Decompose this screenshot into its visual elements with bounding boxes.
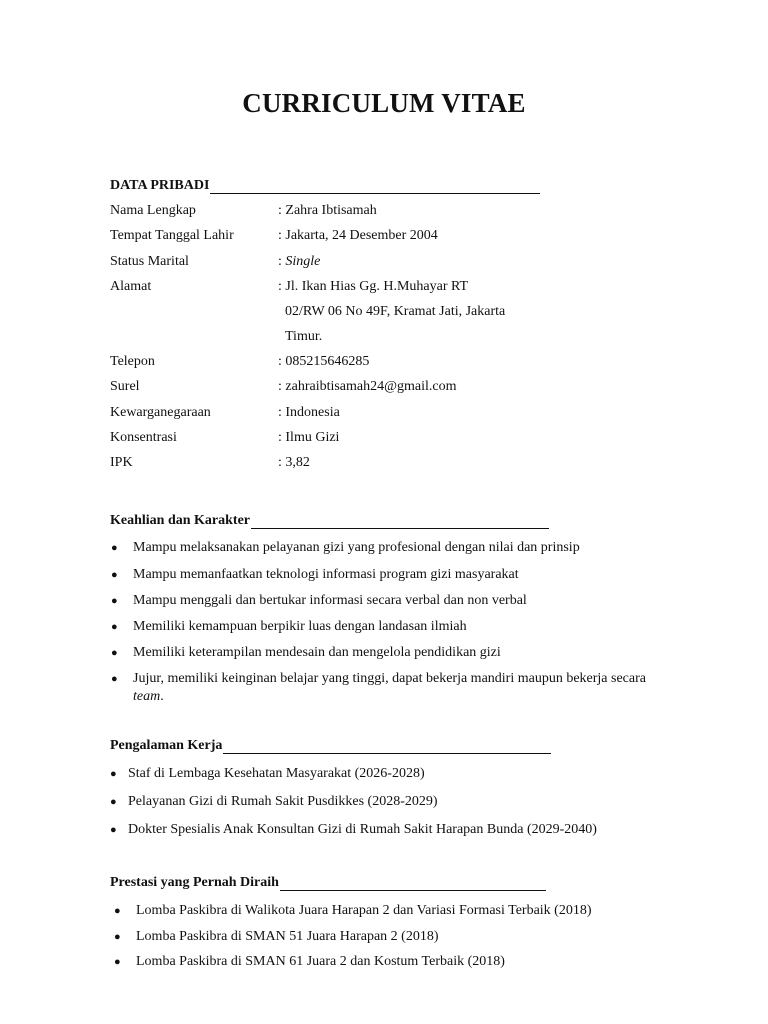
list-item-text: Memiliki kemampuan berpikir luas dengan landasan ilmiah [133,619,467,634]
heading-underline [280,876,546,891]
bullet-icon: ● [111,673,118,685]
bullet-icon: ● [110,768,117,780]
bullet-icon: ● [111,595,118,607]
alamat-continuation-1: 02/RW 06 No 49F, Kramat Jati, Jakarta [285,304,506,319]
bullet-icon: ● [114,956,121,968]
field-label: Nama Lengkap [110,203,196,218]
field-value: : Indonesia [278,405,340,420]
bullet-icon: ● [114,931,121,943]
section-heading-pengalaman [110,738,551,754]
field-label: IPK [110,455,133,470]
heading-underline [223,739,551,754]
list-item-text: Jujur, memiliki keinginan belajar yang tinggi, dapat bekerja mandiri maupun bekerja secara [133,671,646,686]
list-item-text: team [133,689,161,704]
section-heading-keahlian [110,513,549,529]
list-item-text: Mampu memanfaatkan teknologi informasi program gizi masyarakat [133,567,519,582]
field-label: Kewarganegaraan [110,405,211,420]
field-value: : Ilmu Gizi [278,430,340,445]
list-item [114,903,592,919]
field-nama-lengkap [110,203,377,219]
field-value: Single [285,254,321,269]
field-label: Alamat [110,279,152,294]
list-item-text: Lomba Paskibra di Walikota Juara Harapan 2 dan Variasi Formasi Terbaik (2018) [136,903,592,918]
field-telepon [110,354,369,370]
field-value: : 085215646285 [278,354,370,369]
field-value: : Zahra Ibtisamah [278,203,377,218]
list-item [111,671,646,687]
list-item-text: Mampu melaksanakan pelayanan gizi yang profesional dengan nilai dan prinsip [133,540,580,555]
list-item [111,645,501,661]
field-konsentrasi [110,430,339,446]
list-item [114,929,439,945]
section-heading-text: Keahlian dan Karakter [110,513,251,528]
section-heading-text: Prestasi yang Pernah Diraih [110,875,279,890]
bullet-icon: ● [111,621,118,633]
list-item [110,822,597,838]
field-kewarganegaraan [110,405,340,421]
field-label: Surel [110,379,140,394]
field-label: Konsentrasi [110,430,177,445]
field-value-prefix: : [278,254,286,269]
list-item [110,794,438,810]
field-value: : zahraibtisamah24@gmail.com [278,379,457,394]
field-surel [110,379,457,395]
list-item-text: . [160,689,164,704]
bullet-icon: ● [110,824,117,836]
field-label: Tempat Tanggal Lahir [110,228,234,243]
list-item [111,619,467,635]
field-value: : Jl. Ikan Hias Gg. H.Muhayar RT [278,279,469,294]
list-item-text: Pelayanan Gizi di Rumah Sakit Pusdikkes (2028-2029) [128,794,438,809]
list-item-text: Mampu menggali dan bertukar informasi secara verbal dan non verbal [133,593,527,608]
list-item [111,540,580,556]
field-value: : Jakarta, 24 Desember 2004 [278,228,438,243]
heading-underline [251,514,549,529]
field-ipk [110,455,310,471]
bullet-icon: ● [110,796,117,808]
field-value: : 3,82 [278,455,310,470]
section-heading-prestasi [110,875,546,891]
list-item-text: Lomba Paskibra di SMAN 51 Juara Harapan 2 (2018) [136,929,439,944]
page-title: CURRICULUM VITAE [242,88,526,118]
section-heading-text: DATA PRIBADI [110,178,210,193]
field-alamat [110,279,468,295]
section-heading-data-pribadi [110,178,540,194]
list-item [111,567,519,583]
field-label: Status Marital [110,254,189,269]
heading-underline [210,179,540,194]
field-tempat-tanggal-lahir [110,228,438,244]
bullet-icon: ● [111,647,118,659]
field-label: Telepon [110,354,155,369]
bullet-icon: ● [111,542,118,554]
alamat-continuation-2: Timur. [285,329,323,344]
list-item [111,593,527,609]
list-item-text: Memiliki keterampilan mendesain dan mengelola pendidikan gizi [133,645,501,660]
section-heading-text: Pengalaman Kerja [110,738,223,753]
bullet-icon: ● [114,905,121,917]
list-item-text: Lomba Paskibra di SMAN 61 Juara 2 dan Kostum Terbaik (2018) [136,954,505,969]
list-item-continuation [133,689,164,705]
list-item [114,954,505,970]
list-item-text: Staf di Lembaga Kesehatan Masyarakat (2026-2028) [128,766,425,781]
bullet-icon: ● [111,569,118,581]
field-status-marital [110,254,320,270]
list-item [110,766,425,782]
list-item-text: Dokter Spesialis Anak Konsultan Gizi di Rumah Sakit Harapan Bunda (2029-2040) [128,822,597,837]
